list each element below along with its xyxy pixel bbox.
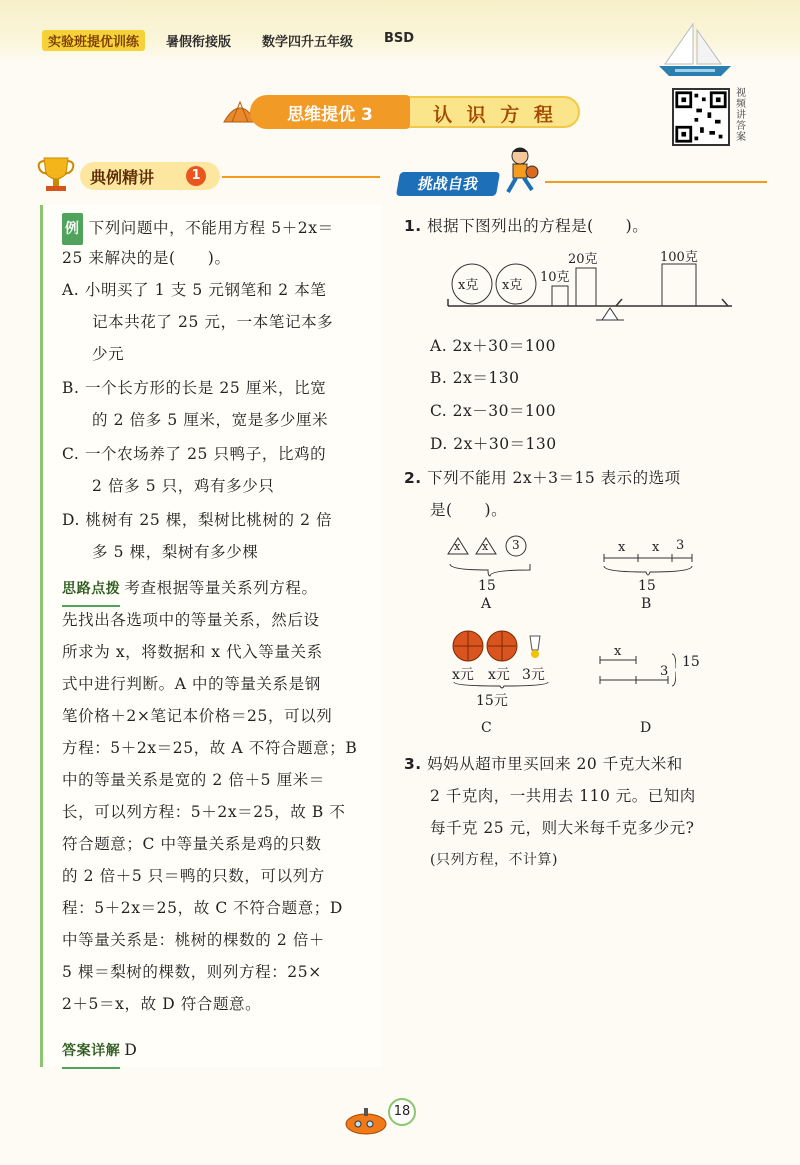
divider — [222, 176, 380, 178]
hint-line: 中等量关系是：桃树的棵数的 2 倍＋ — [62, 931, 326, 949]
hint-line: 中的等量关系是宽的 2 倍＋5 厘米＝ — [62, 771, 325, 789]
hint-line: 式中进行判断。A 中的等量关系是钢 — [62, 675, 321, 693]
total-15: 15 — [682, 654, 700, 670]
label-x: x — [652, 540, 660, 555]
hint-line: 2＋5＝x，故 D 符合题意。 — [62, 995, 262, 1013]
q1-option-c: C. 2x－30＝100 — [430, 402, 557, 420]
hint-line: 程：5＋2x＝25，故 C 不符合题意；D — [62, 899, 343, 917]
label-x: x — [618, 540, 626, 555]
answer-value: D — [124, 1041, 138, 1059]
option-c-line-1: C. 一个农场养了 25 只鸭子，比鸡的 — [62, 445, 327, 463]
label-3: 3 — [676, 538, 685, 553]
hint-line: 的 2 倍＋5 只＝鸭的只数，可以列方 — [62, 867, 325, 885]
question-number: 1. — [404, 217, 422, 235]
submarine-icon — [342, 1104, 390, 1138]
sailboat-icon — [655, 20, 735, 80]
option-b-line-2: 的 2 倍多 5 厘米，宽是多少厘米 — [92, 411, 329, 429]
hint-line: 先找出各选项中的等量关系，然后设 — [62, 611, 320, 629]
example-text: 下列问题中，不能用方程 5＋2x＝ — [88, 219, 334, 237]
grade-label: 数学四升五年级 — [262, 35, 354, 50]
hint-line: 方程：5＋2x＝25，故 A 不符合题意；B — [62, 739, 358, 757]
label-3: 3 — [512, 538, 520, 552]
hint-line: 长，可以列方程：5＋2x＝25，故 B 不 — [62, 803, 346, 821]
price-x: x元 — [452, 667, 474, 683]
qr-caption: 视频讲答案 — [736, 88, 746, 143]
question-number: 2. — [404, 469, 422, 487]
option-a-line-2: 记本共花了 25 元，一本笔记本多 — [92, 313, 334, 331]
label-x: x — [614, 644, 622, 659]
option-d-line-1: D. 桃树有 25 棵，梨树比桃树的 2 倍 — [62, 511, 333, 529]
q1-option-b: B. 2x＝130 — [430, 369, 520, 387]
question-3-line-4: (只列方程，不计算) — [430, 852, 558, 868]
section-title-challenge: 挑战自我 — [396, 172, 500, 196]
option-a-line-3: 少元 — [92, 345, 125, 363]
example-badge: 例 — [62, 213, 83, 245]
hint-tag: 思路点拨 — [62, 573, 120, 607]
example-line-2: 25 来解决的是( )。 — [62, 249, 231, 267]
trophy-icon — [34, 152, 78, 196]
hint-line: 符合题意；C 中等量关系是鸡的只数 — [62, 835, 322, 853]
question-2-line-2: 是( )。 — [430, 501, 508, 519]
weight-x-2: x克 — [502, 278, 523, 293]
weight-100g: 100克 — [660, 250, 698, 265]
publisher-label: BSD — [384, 31, 415, 46]
weight-10g: 10克 — [540, 270, 570, 285]
question-number: 3. — [404, 755, 422, 773]
option-label-a: A — [481, 596, 492, 612]
price-x: x元 — [488, 667, 510, 683]
price-3: 3元 — [522, 667, 545, 683]
runner-boy-icon — [496, 146, 542, 198]
question-2 — [404, 462, 681, 494]
example-line-1 — [62, 212, 380, 245]
option-label-b: B — [641, 596, 652, 612]
option-label-d: D — [640, 720, 652, 736]
q1-option-d: D. 2x＋30＝130 — [430, 435, 557, 453]
page-title: 认 识 方 程 — [433, 103, 557, 126]
page-number: 18 — [388, 1098, 416, 1126]
answer-line — [62, 1034, 380, 1069]
option-c-line-2: 2 倍多 5 只，鸡有多少只 — [92, 477, 275, 495]
hint-line: 5 棵＝梨树的棵数，则列方程：25× — [62, 963, 322, 981]
section-title-examples: 典例精讲 — [80, 162, 220, 190]
label-3: 3 — [660, 664, 669, 679]
option-a-line-1: A. 小明买了 1 支 5 元钢笔和 2 本笔 — [62, 281, 327, 299]
basketballs-shuttlecock-picture — [450, 628, 550, 668]
answer-tag: 答案详解 — [62, 1035, 120, 1069]
q1-option-a: A. 2x＋30＝100 — [430, 337, 556, 355]
hint-line: 所求为 x，将数据和 x 代入等量关系 — [62, 643, 323, 661]
hint-line-1 — [62, 572, 380, 607]
option-b-diagram — [600, 540, 700, 580]
title-label: 思维提优 3 — [250, 95, 410, 129]
question-text: 妈妈从超市里买回来 20 千克大米和 — [427, 755, 683, 773]
label-x: x — [454, 540, 461, 553]
question-text: 根据下图列出的方程是( )。 — [427, 217, 649, 235]
hint-line: 笔价格＋2×笔记本价格＝25，可以列 — [62, 707, 333, 725]
brand-badge: 实验班提优训练 — [42, 30, 145, 51]
label-x: x — [482, 540, 489, 553]
question-3-line-3: 每千克 25 元，则大米每千克多少元? — [430, 819, 695, 837]
divider — [545, 181, 767, 183]
question-3 — [404, 748, 683, 780]
total-15: 15 — [638, 578, 656, 594]
total-15: 15 — [478, 578, 496, 594]
total-15-yuan: 15元 — [476, 693, 508, 709]
qr-code-icon[interactable] — [672, 88, 730, 146]
option-label-c: C — [481, 720, 492, 736]
option-b-line-1: B. 一个长方形的长是 25 厘米，比宽 — [62, 379, 327, 397]
weight-20g: 20克 — [568, 252, 598, 267]
question-3-line-2: 2 千克肉，一共用去 110 元。已知肉 — [430, 787, 696, 805]
question-text: 下列不能用 2x＋3＝15 表示的选项 — [427, 469, 681, 487]
section-number-badge: 1 — [186, 166, 206, 186]
hint-text: 考查根据等量关系列方程。 — [124, 579, 318, 597]
question-1 — [404, 210, 648, 242]
option-d-line-2: 多 5 棵，梨树有多少棵 — [92, 543, 259, 561]
weight-x-1: x克 — [458, 278, 479, 293]
edition-label: 暑假衔接版 — [166, 35, 232, 50]
